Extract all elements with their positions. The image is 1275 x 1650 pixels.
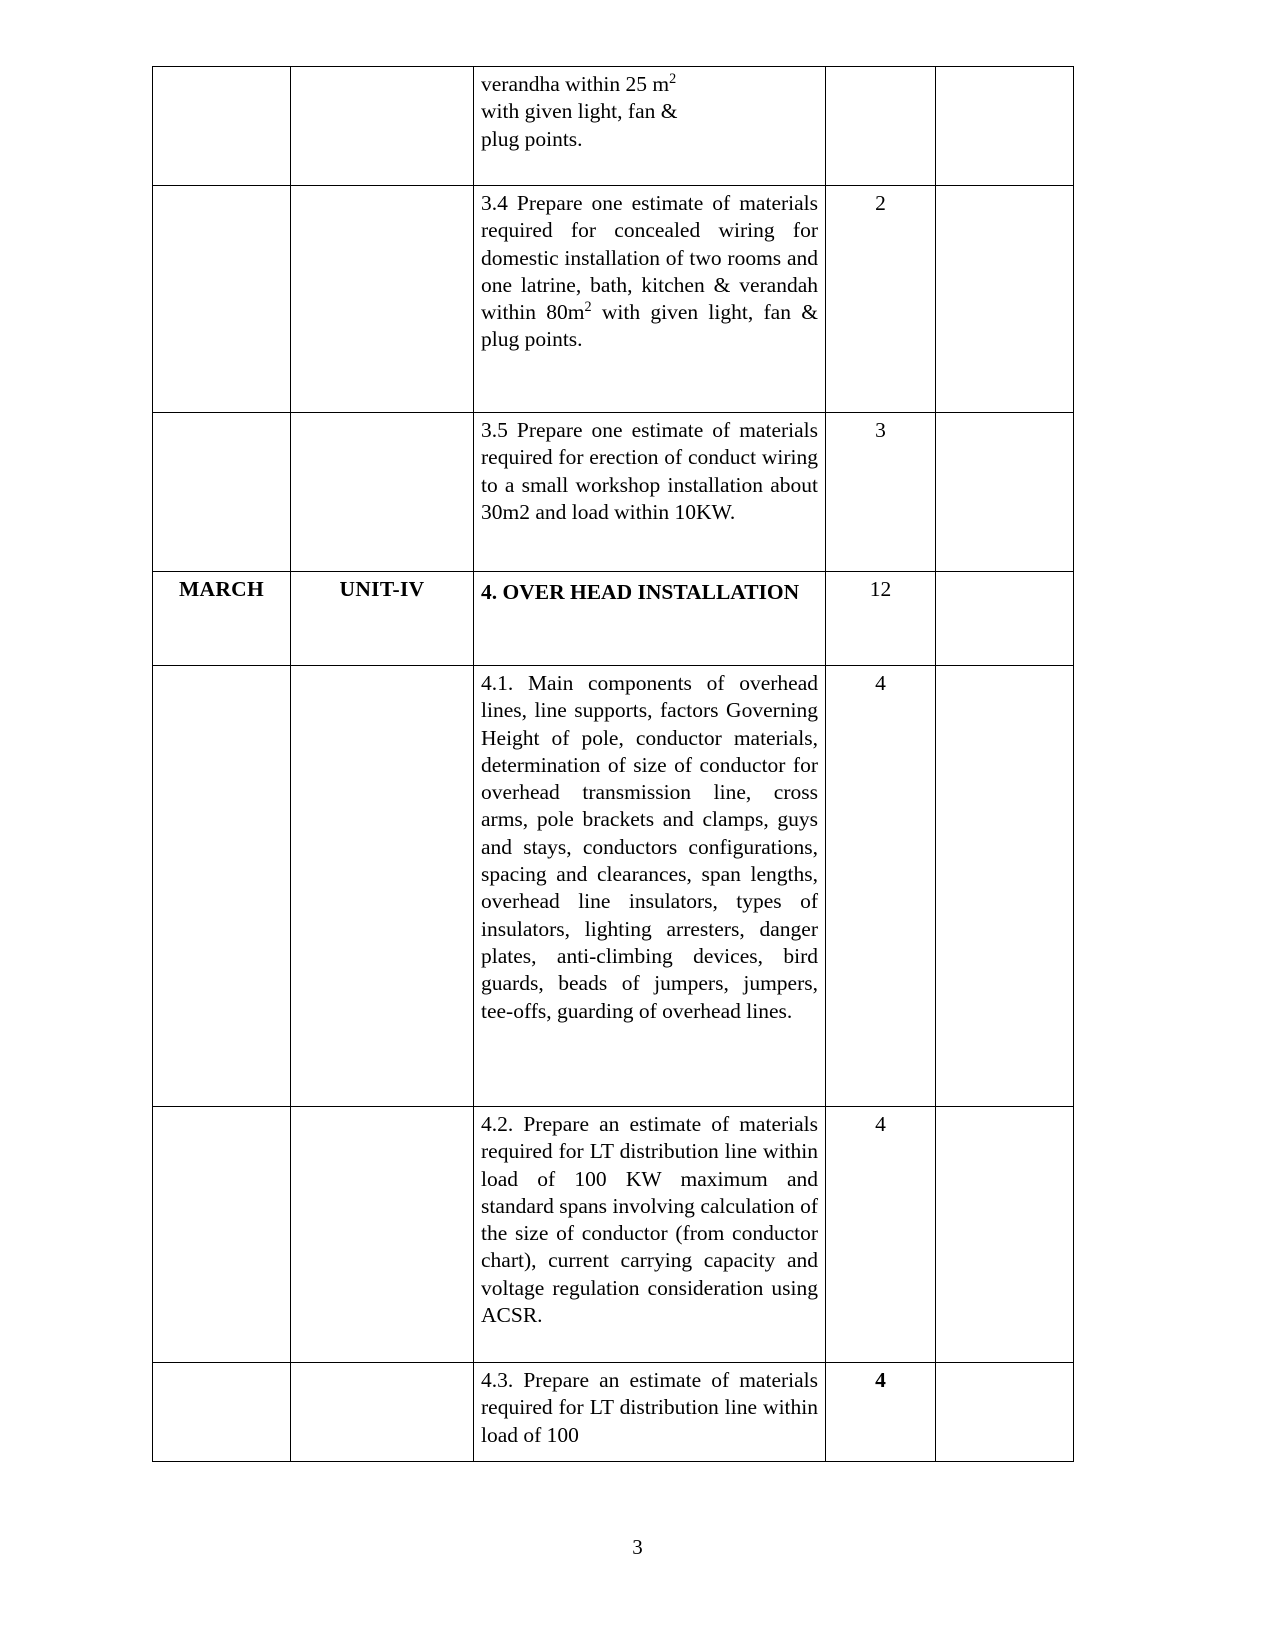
- cell-extra: [936, 413, 1074, 572]
- cell-topic: 4.3. Prepare an estimate of materials required for LT distribution line within load of 100: [474, 1363, 826, 1462]
- syllabus-table: [152, 66, 1074, 1462]
- cell-periods: 4: [826, 1107, 936, 1363]
- cell-unit: [291, 666, 474, 1107]
- cell-month: [153, 67, 291, 186]
- page-number: 3: [632, 1535, 643, 1559]
- cell-month: [153, 1363, 291, 1462]
- cell-periods: 2: [826, 186, 936, 413]
- cell-topic: 3.5 Prepare one estimate of materials required for erection of conduct wiring to a small workshop installation about 30m2 and load within 10KW.: [474, 413, 826, 572]
- cell-unit: [291, 67, 474, 186]
- cell-periods: 4: [826, 666, 936, 1107]
- syllabus-table-container: [152, 66, 1073, 1462]
- table-row: [153, 1363, 1074, 1462]
- cell-periods: [826, 67, 936, 186]
- cell-month: [153, 413, 291, 572]
- cell-unit: [291, 413, 474, 572]
- topic-line-1: [481, 71, 818, 98]
- topic-text-prefix: 3.4 Prepare one estimate of materials required for concealed wiring for domestic installation of two rooms and one latrine, bath, kitchen & verandah within 80m: [481, 191, 818, 325]
- table-row: [153, 413, 1074, 572]
- cell-periods: 4: [826, 1363, 936, 1462]
- topic-line-2: with given light, fan &: [481, 99, 678, 124]
- cell-month: [153, 1107, 291, 1363]
- cell-topic: [474, 67, 826, 186]
- cell-topic: 4.1. Main components of overhead lines, line supports, factors Governing Height of pole, conductor materials, determination of size of conductor for overhead transmission line, cross arms, pole brackets and clamps, guys and stays, conductors configurations, spacing and clearances, span lengths, overhead line insulators, types of insulators, lighting arresters, danger plates, anti-climbing devices, bird guards, beads of jumpers, jumpers, tee-offs, guarding of overhead lines.: [474, 666, 826, 1107]
- cell-extra: [936, 572, 1074, 666]
- table-row: [153, 572, 1074, 666]
- table-row: [153, 1107, 1074, 1363]
- cell-topic: [474, 186, 826, 413]
- cell-periods: 12: [826, 572, 936, 666]
- cell-extra: [936, 186, 1074, 413]
- cell-periods: 3: [826, 413, 936, 572]
- topic-line-3: plug points.: [481, 126, 583, 151]
- superscript: 2: [669, 70, 677, 87]
- cell-extra: [936, 1363, 1074, 1462]
- cell-unit: UNIT-IV: [291, 572, 474, 666]
- cell-month: MARCH: [153, 572, 291, 666]
- cell-unit: [291, 186, 474, 413]
- topic-text: verandha within 25 m: [481, 72, 670, 96]
- table-row: [153, 67, 1074, 186]
- cell-extra: [936, 666, 1074, 1107]
- cell-unit: [291, 1363, 474, 1462]
- cell-month: [153, 666, 291, 1107]
- topic-text-suffix: with given light, fan & plug points.: [481, 300, 818, 352]
- table-row: [153, 666, 1074, 1107]
- superscript: 2: [584, 299, 592, 316]
- cell-extra: [936, 1107, 1074, 1363]
- cell-topic: 4.2. Prepare an estimate of materials required for LT distribution line within load of 100 KW maximum and standard spans involving calculation of the size of conductor (from conductor chart), current carrying capacity and voltage regulation consideration using ACSR.: [474, 1107, 826, 1363]
- cell-unit: [291, 1107, 474, 1363]
- cell-month: [153, 186, 291, 413]
- table-row: [153, 186, 1074, 413]
- cell-extra: [936, 67, 1074, 186]
- cell-topic-heading: 4. OVER HEAD INSTALLATION: [474, 572, 826, 666]
